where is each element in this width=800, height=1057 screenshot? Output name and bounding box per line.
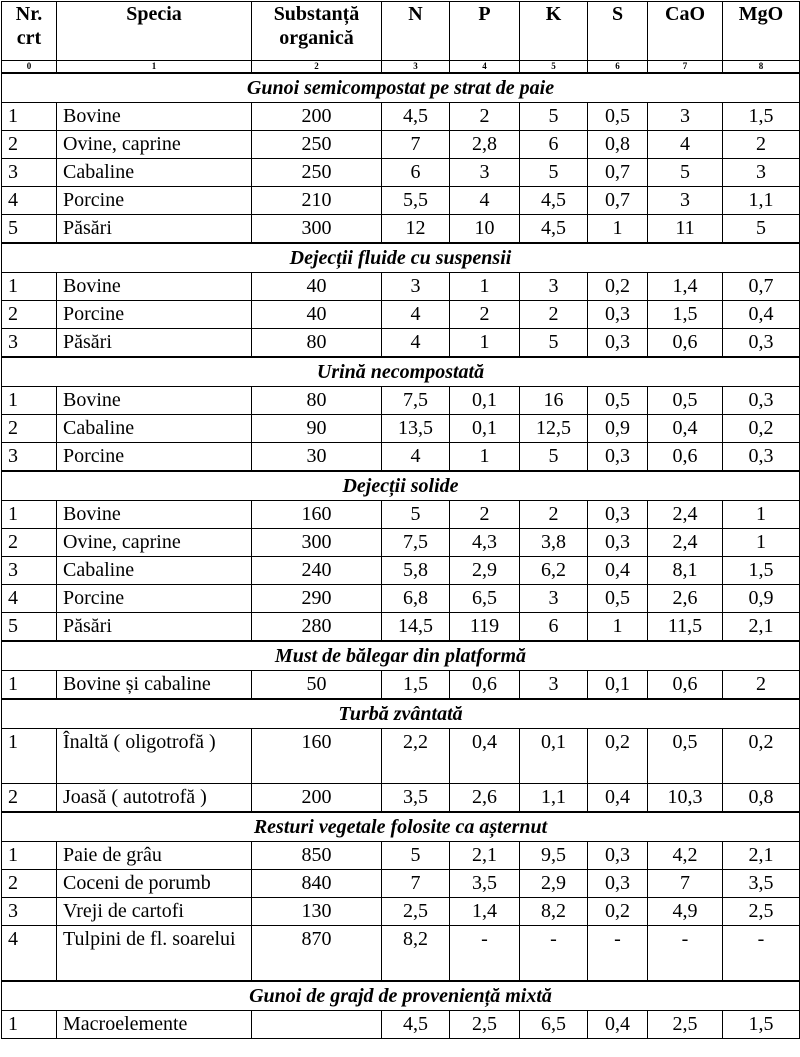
cell-n: 7 [382, 870, 450, 898]
cell-nr: 3 [2, 443, 57, 472]
cell-s: 0,5 [588, 585, 648, 613]
cell-cao: 0,5 [648, 387, 723, 415]
table-row [2, 103, 800, 131]
cell-substanta-organica: 250 [252, 159, 382, 187]
cell-specia: Porcine [57, 187, 252, 215]
cell-cao: 10,3 [648, 784, 723, 813]
cell-p: 3 [450, 159, 520, 187]
cell-substanta-organica: 40 [252, 301, 382, 329]
cell-k: 6,2 [520, 557, 588, 585]
cell-mgo: 0,2 [723, 729, 800, 784]
cell-specia: Paie de grâu [57, 842, 252, 870]
column-index: 0 [2, 61, 57, 74]
cell-substanta-organica [252, 1011, 382, 1039]
cell-substanta-organica: 160 [252, 729, 382, 784]
cell-nr: 1 [2, 103, 57, 131]
cell-mgo: 1,5 [723, 1011, 800, 1039]
cell-specia: Păsări [57, 215, 252, 244]
cell-s: 0,1 [588, 671, 648, 700]
cell-mgo: 2 [723, 671, 800, 700]
cell-cao: - [648, 926, 723, 982]
cell-substanta-organica: 90 [252, 415, 382, 443]
cell-p: 4,3 [450, 529, 520, 557]
section-title: Urină necompostată [2, 357, 800, 387]
cell-specia: Tulpini de fl. soarelui [57, 926, 252, 982]
cell-substanta-organica: 160 [252, 501, 382, 529]
cell-specia: Înaltă ( oligotrofă ) [57, 729, 252, 784]
cell-cao: 3 [648, 103, 723, 131]
cell-nr: 3 [2, 898, 57, 926]
cell-nr: 2 [2, 301, 57, 329]
header-s: S [588, 2, 648, 61]
cell-substanta-organica: 80 [252, 329, 382, 358]
cell-substanta-organica: 280 [252, 613, 382, 642]
cell-cao: 1,5 [648, 301, 723, 329]
section-header-row [2, 243, 800, 273]
cell-s: 1 [588, 613, 648, 642]
table-row [2, 1011, 800, 1039]
cell-k: 3 [520, 671, 588, 700]
cell-nr: 5 [2, 613, 57, 642]
cell-n: 5,8 [382, 557, 450, 585]
cell-nr: 1 [2, 501, 57, 529]
cell-cao: 2,5 [648, 1011, 723, 1039]
cell-cao: 4 [648, 131, 723, 159]
table-row [2, 842, 800, 870]
cell-p: 2 [450, 501, 520, 529]
cell-nr: 1 [2, 842, 57, 870]
column-index: 6 [588, 61, 648, 74]
cell-n: 3,5 [382, 784, 450, 813]
cell-mgo: 5 [723, 215, 800, 244]
cell-s: - [588, 926, 648, 982]
header-k: K [520, 2, 588, 61]
cell-substanta-organica: 40 [252, 273, 382, 301]
header-mgo: MgO [723, 2, 800, 61]
cell-nr: 4 [2, 187, 57, 215]
cell-k: 3 [520, 585, 588, 613]
cell-p: 1,4 [450, 898, 520, 926]
section-header-row [2, 812, 800, 842]
cell-p: 0,6 [450, 671, 520, 700]
cell-p: 2,9 [450, 557, 520, 585]
cell-n: 4 [382, 301, 450, 329]
table-row [2, 273, 800, 301]
cell-mgo: 0,9 [723, 585, 800, 613]
cell-specia: Joasă ( autotrofă ) [57, 784, 252, 813]
cell-k: 6 [520, 131, 588, 159]
cell-cao: 0,6 [648, 329, 723, 358]
cell-nr: 1 [2, 1011, 57, 1039]
cell-substanta-organica: 870 [252, 926, 382, 982]
cell-nr: 2 [2, 415, 57, 443]
section-header-row [2, 981, 800, 1011]
cell-cao: 11 [648, 215, 723, 244]
cell-mgo: 0,8 [723, 784, 800, 813]
cell-n: 5 [382, 501, 450, 529]
cell-k: - [520, 926, 588, 982]
cell-specia: Ovine, caprine [57, 529, 252, 557]
cell-specia: Porcine [57, 443, 252, 472]
cell-mgo: 0,3 [723, 387, 800, 415]
section-title: Gunoi de grajd de proveniență mixtă [2, 981, 800, 1011]
cell-s: 0,4 [588, 557, 648, 585]
column-index: 4 [450, 61, 520, 74]
cell-s: 0,3 [588, 842, 648, 870]
cell-n: 4 [382, 329, 450, 358]
table-body [2, 73, 800, 1039]
column-index: 5 [520, 61, 588, 74]
cell-specia: Păsări [57, 613, 252, 642]
cell-cao: 2,6 [648, 585, 723, 613]
cell-cao: 11,5 [648, 613, 723, 642]
table-row [2, 415, 800, 443]
cell-n: 1,5 [382, 671, 450, 700]
cell-p: 6,5 [450, 585, 520, 613]
cell-nr: 1 [2, 729, 57, 784]
cell-p: - [450, 926, 520, 982]
cell-s: 0,2 [588, 898, 648, 926]
cell-s: 0,7 [588, 159, 648, 187]
cell-specia: Macroelemente [57, 1011, 252, 1039]
table-row [2, 613, 800, 642]
cell-k: 12,5 [520, 415, 588, 443]
cell-p: 2,5 [450, 1011, 520, 1039]
cell-p: 1 [450, 329, 520, 358]
cell-s: 1 [588, 215, 648, 244]
section-header-row [2, 73, 800, 103]
header-specia: Specia [57, 2, 252, 61]
cell-nr: 2 [2, 870, 57, 898]
section-header-row [2, 641, 800, 671]
cell-k: 3 [520, 273, 588, 301]
cell-mgo: 0,3 [723, 443, 800, 472]
cell-nr: 1 [2, 273, 57, 301]
cell-s: 0,5 [588, 103, 648, 131]
table-row [2, 159, 800, 187]
cell-mgo: 0,4 [723, 301, 800, 329]
cell-s: 0,3 [588, 870, 648, 898]
cell-s: 0,3 [588, 301, 648, 329]
cell-substanta-organica: 210 [252, 187, 382, 215]
cell-cao: 2,4 [648, 529, 723, 557]
cell-nr: 3 [2, 159, 57, 187]
cell-cao: 8,1 [648, 557, 723, 585]
cell-k: 2,9 [520, 870, 588, 898]
cell-p: 0,1 [450, 387, 520, 415]
cell-cao: 4,9 [648, 898, 723, 926]
cell-mgo: 0,7 [723, 273, 800, 301]
table-row [2, 671, 800, 700]
cell-n: 7,5 [382, 529, 450, 557]
cell-substanta-organica: 200 [252, 103, 382, 131]
cell-p: 1 [450, 443, 520, 472]
cell-nr: 4 [2, 585, 57, 613]
cell-nr: 2 [2, 529, 57, 557]
cell-substanta-organica: 290 [252, 585, 382, 613]
cell-substanta-organica: 300 [252, 215, 382, 244]
cell-specia: Păsări [57, 329, 252, 358]
cell-nr: 1 [2, 387, 57, 415]
cell-p: 3,5 [450, 870, 520, 898]
table-row [2, 585, 800, 613]
cell-cao: 0,6 [648, 671, 723, 700]
cell-n: 4 [382, 443, 450, 472]
cell-k: 2 [520, 301, 588, 329]
cell-specia: Vreji de cartofi [57, 898, 252, 926]
cell-s: 0,4 [588, 1011, 648, 1039]
cell-mgo: 1,5 [723, 557, 800, 585]
cell-mgo: 3 [723, 159, 800, 187]
cell-s: 0,2 [588, 729, 648, 784]
table-row [2, 443, 800, 472]
table-row [2, 187, 800, 215]
cell-p: 0,1 [450, 415, 520, 443]
cell-s: 0,9 [588, 415, 648, 443]
section-title: Resturi vegetale folosite ca așternut [2, 812, 800, 842]
cell-mgo: 0,2 [723, 415, 800, 443]
cell-specia: Bovine [57, 103, 252, 131]
cell-s: 0,4 [588, 784, 648, 813]
cell-specia: Bovine [57, 387, 252, 415]
cell-n: 13,5 [382, 415, 450, 443]
cell-n: 6,8 [382, 585, 450, 613]
header-row [2, 2, 800, 61]
table-row [2, 557, 800, 585]
column-index: 2 [252, 61, 382, 74]
cell-k: 5 [520, 443, 588, 472]
cell-substanta-organica: 300 [252, 529, 382, 557]
table-row [2, 926, 800, 982]
cell-k: 4,5 [520, 187, 588, 215]
cell-p: 1 [450, 273, 520, 301]
cell-k: 1,1 [520, 784, 588, 813]
cell-n: 5 [382, 842, 450, 870]
cell-specia: Cabaline [57, 557, 252, 585]
section-header-row [2, 699, 800, 729]
section-header-row [2, 357, 800, 387]
cell-cao: 4,2 [648, 842, 723, 870]
cell-mgo: 1 [723, 529, 800, 557]
cell-n: 7,5 [382, 387, 450, 415]
table-row [2, 329, 800, 358]
cell-s: 0,3 [588, 329, 648, 358]
cell-substanta-organica: 50 [252, 671, 382, 700]
cell-specia: Bovine [57, 501, 252, 529]
header-nr-crt: Nr. crt [2, 2, 57, 61]
cell-substanta-organica: 130 [252, 898, 382, 926]
cell-k: 5 [520, 159, 588, 187]
cell-p: 2 [450, 301, 520, 329]
cell-n: 8,2 [382, 926, 450, 982]
cell-cao: 3 [648, 187, 723, 215]
cell-nr: 3 [2, 329, 57, 358]
cell-nr: 2 [2, 131, 57, 159]
cell-k: 4,5 [520, 215, 588, 244]
table-row [2, 301, 800, 329]
table-row [2, 501, 800, 529]
column-index: 3 [382, 61, 450, 74]
cell-k: 0,1 [520, 729, 588, 784]
cell-k: 16 [520, 387, 588, 415]
cell-mgo: 1,5 [723, 103, 800, 131]
header-substanta-organica: Substanță organică [252, 2, 382, 61]
cell-n: 6 [382, 159, 450, 187]
section-title: Turbă zvântată [2, 699, 800, 729]
cell-specia: Porcine [57, 585, 252, 613]
cell-cao: 0,6 [648, 443, 723, 472]
table-row [2, 387, 800, 415]
cell-specia: Bovine [57, 273, 252, 301]
cell-cao: 5 [648, 159, 723, 187]
cell-s: 0,2 [588, 273, 648, 301]
cell-cao: 1,4 [648, 273, 723, 301]
cell-mgo: 2,5 [723, 898, 800, 926]
cell-specia: Cabaline [57, 415, 252, 443]
cell-s: 0,3 [588, 443, 648, 472]
cell-p: 119 [450, 613, 520, 642]
cell-mgo: 2 [723, 131, 800, 159]
cell-specia: Ovine, caprine [57, 131, 252, 159]
cell-specia: Coceni de porumb [57, 870, 252, 898]
cell-k: 5 [520, 103, 588, 131]
section-title: Dejecții fluide cu suspensii [2, 243, 800, 273]
cell-n: 3 [382, 273, 450, 301]
cell-n: 12 [382, 215, 450, 244]
cell-s: 0,7 [588, 187, 648, 215]
section-title: Dejecții solide [2, 471, 800, 501]
cell-nr: 3 [2, 557, 57, 585]
cell-cao: 7 [648, 870, 723, 898]
table-row [2, 784, 800, 813]
cell-cao: 0,5 [648, 729, 723, 784]
cell-specia: Porcine [57, 301, 252, 329]
cell-substanta-organica: 200 [252, 784, 382, 813]
cell-mgo: 0,3 [723, 329, 800, 358]
cell-s: 0,5 [588, 387, 648, 415]
cell-p: 2,1 [450, 842, 520, 870]
cell-n: 4,5 [382, 103, 450, 131]
cell-nr: 5 [2, 215, 57, 244]
cell-n: 2,2 [382, 729, 450, 784]
cell-nr: 4 [2, 926, 57, 982]
section-title: Gunoi semicompostat pe strat de paie [2, 73, 800, 103]
table-row [2, 131, 800, 159]
cell-n: 5,5 [382, 187, 450, 215]
header-n: N [382, 2, 450, 61]
cell-substanta-organica: 30 [252, 443, 382, 472]
cell-p: 2,8 [450, 131, 520, 159]
cell-k: 3,8 [520, 529, 588, 557]
column-index: 7 [648, 61, 723, 74]
cell-specia: Cabaline [57, 159, 252, 187]
table-row [2, 729, 800, 784]
cell-nr: 2 [2, 784, 57, 813]
cell-s: 0,3 [588, 529, 648, 557]
cell-k: 8,2 [520, 898, 588, 926]
cell-specia: Bovine și cabaline [57, 671, 252, 700]
column-index-row [2, 61, 800, 74]
cell-n: 14,5 [382, 613, 450, 642]
table-row [2, 529, 800, 557]
cell-k: 6,5 [520, 1011, 588, 1039]
section-title: Must de bălegar din platformă [2, 641, 800, 671]
cell-cao: 0,4 [648, 415, 723, 443]
cell-cao: 2,4 [648, 501, 723, 529]
column-index: 1 [57, 61, 252, 74]
cell-p: 10 [450, 215, 520, 244]
cell-s: 0,8 [588, 131, 648, 159]
fertilizer-composition-table [1, 1, 800, 1039]
cell-p: 2 [450, 103, 520, 131]
cell-mgo: 1,1 [723, 187, 800, 215]
column-index: 8 [723, 61, 800, 74]
header-p: P [450, 2, 520, 61]
cell-n: 2,5 [382, 898, 450, 926]
cell-mgo: 2,1 [723, 613, 800, 642]
cell-mgo: 3,5 [723, 870, 800, 898]
table-row [2, 870, 800, 898]
cell-substanta-organica: 840 [252, 870, 382, 898]
cell-s: 0,3 [588, 501, 648, 529]
cell-k: 9,5 [520, 842, 588, 870]
cell-nr: 1 [2, 671, 57, 700]
cell-k: 2 [520, 501, 588, 529]
cell-p: 4 [450, 187, 520, 215]
section-header-row [2, 471, 800, 501]
cell-substanta-organica: 850 [252, 842, 382, 870]
cell-substanta-organica: 250 [252, 131, 382, 159]
cell-mgo: - [723, 926, 800, 982]
cell-k: 5 [520, 329, 588, 358]
table-row [2, 215, 800, 244]
cell-mgo: 2,1 [723, 842, 800, 870]
cell-n: 4,5 [382, 1011, 450, 1039]
cell-substanta-organica: 240 [252, 557, 382, 585]
table-row [2, 898, 800, 926]
cell-k: 6 [520, 613, 588, 642]
cell-mgo: 1 [723, 501, 800, 529]
cell-substanta-organica: 80 [252, 387, 382, 415]
header-cao: CaO [648, 2, 723, 61]
cell-n: 7 [382, 131, 450, 159]
cell-p: 0,4 [450, 729, 520, 784]
cell-p: 2,6 [450, 784, 520, 813]
